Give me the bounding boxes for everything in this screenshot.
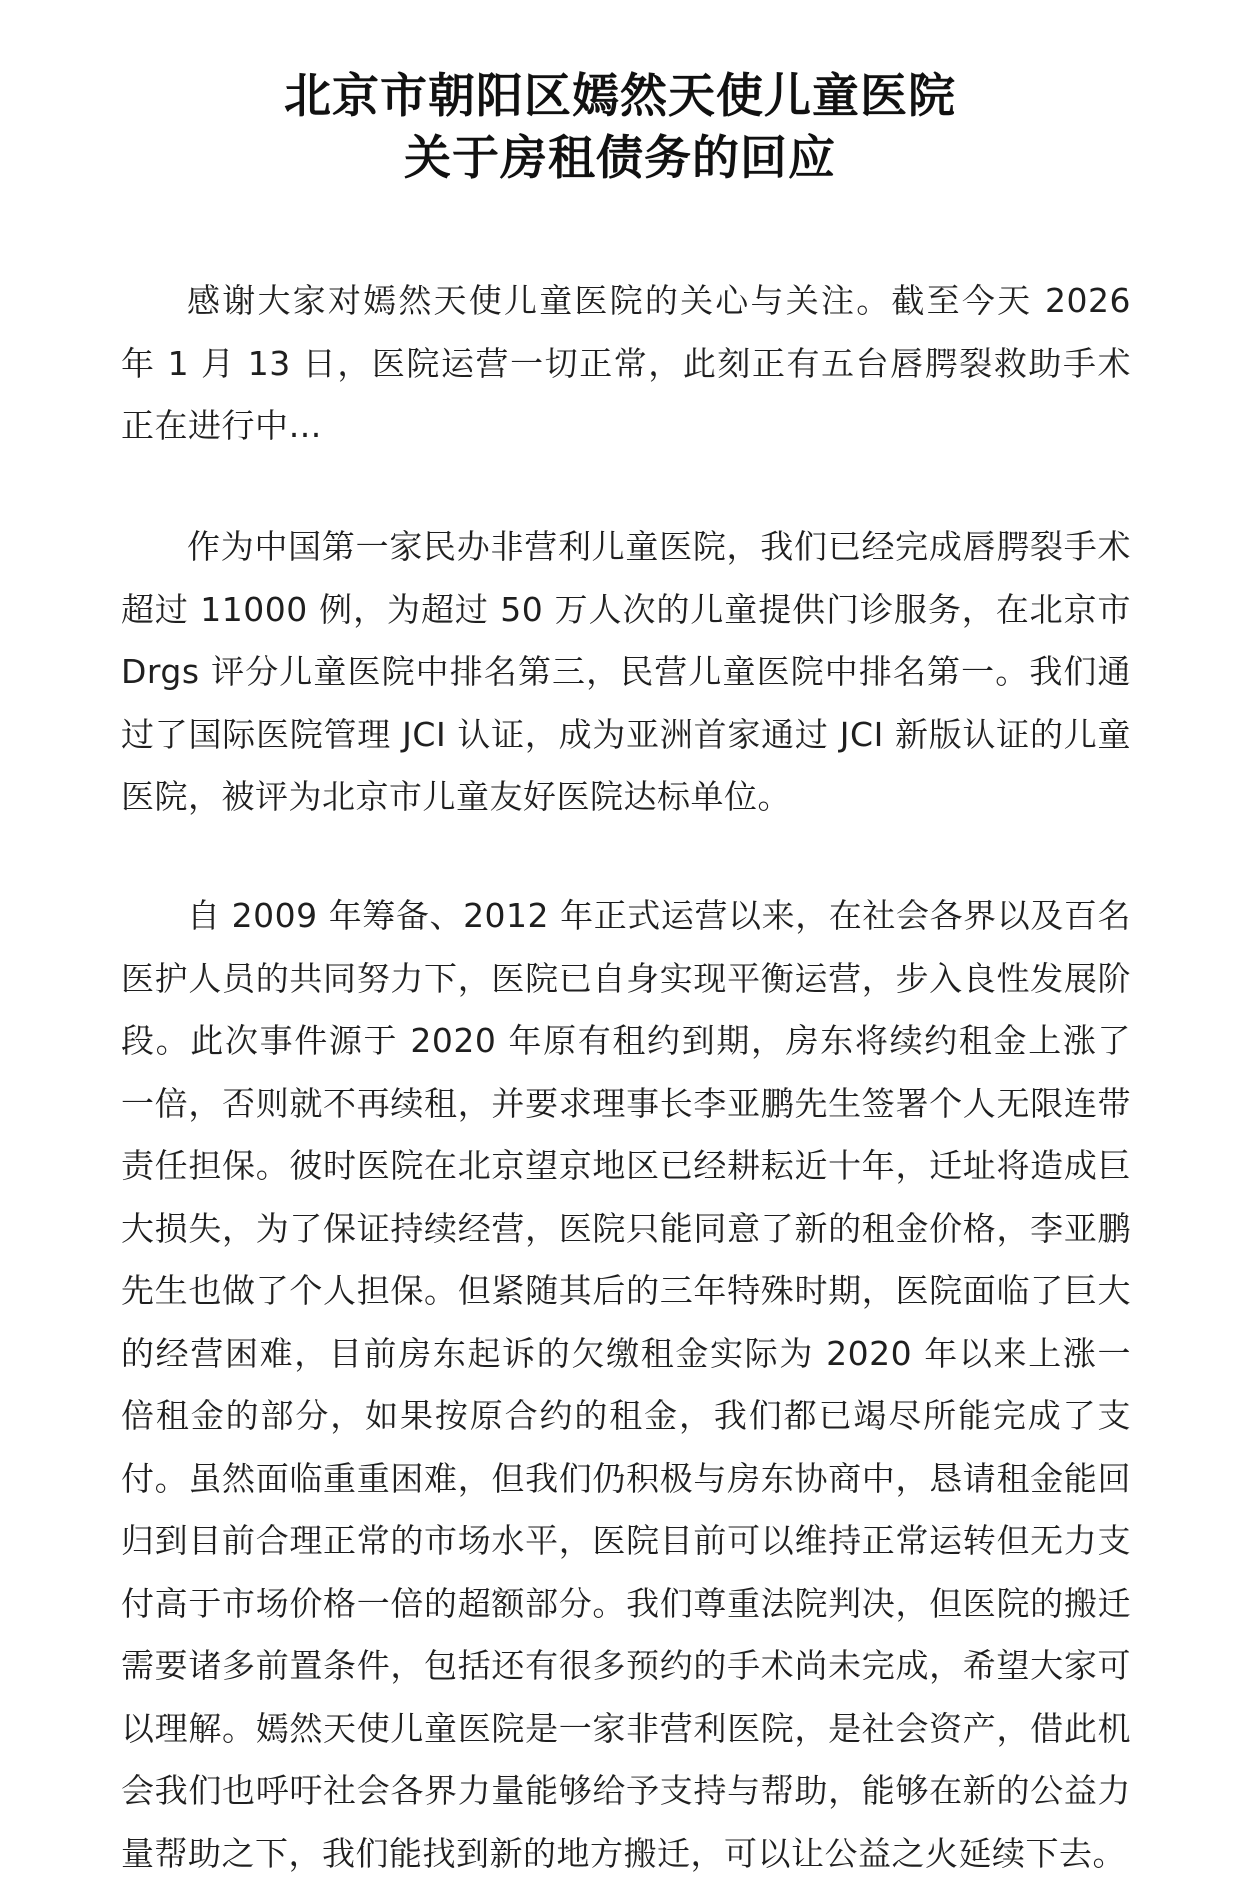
paragraph-2: 作为中国第一家民办非营利儿童医院，我们已经完成唇腭裂手术超过 11000 例，为超过 50 万人次的儿童提供门诊服务，在北京市 Drgs 评分儿童医院中排名第三，民营儿童医院中排名第一。我们通过了国际医院管理 JCI 认证，成为亚洲首家通过 JCI 新版认证的儿童医院，被评为北京市儿童友好医院达标单位。 [121, 527, 1131, 816]
document-title-line-2: 关于房租债务的回应 [404, 131, 836, 186]
document-title-line-1: 北京市朝阳区嫣然天使儿童医院 [284, 69, 956, 124]
paragraph-1: 感谢大家对嫣然天使儿童医院的关心与关注。截至今天 2026 年 1 月 13 日，医院运营一切正常，此刻正有五台唇腭裂救助手术正在进行中… [121, 281, 1131, 445]
paragraph-3: 自 2009 年筹备、2012 年正式运营以来，在社会各界以及百名医护人员的共同努力下，医院已自身实现平衡运营，步入良性发展阶段。此次事件源于 2020 年原有租约到期，房东将续约租金上涨了一倍，否则就不再续租，并要求理事长李亚鹏先生签署个人无限连带责任担保。彼时医院在北京望京地区已经耕耘近十年，迁址将造成巨大损失，为了保证持续经营，医院只能同意了新的租金价格，李亚鹏先生也做了个人担保。但紧随其后的三年特殊时期，医院面临了巨大的经营困难，目前房东起诉的欠缴租金实际为 2020 年以来上涨一倍租金的部分，如果按原合约的租金，我们都已竭尽所能完成了支付。虽然面临重重困难，但我们仍积极与房东协商中，恳请租金能回归到目前合理正常的市场水平，医院目前可以维持正常运转但无力支付高于市场价格一倍的超额部分。我们尊重法院判决，但医院的搬迁需要诸多前置条件，包括还有很多预约的手术尚未完成，希望大家可以理解。嫣然天使儿童医院是一家非营利医院，是社会资产，借此机会我们也呼吁社会各界力量能够给予支持与帮助，能够在新的公益力量帮助之下，我们能找到新的地方搬迁，可以让公益之火延续下去。 [121, 896, 1131, 1873]
